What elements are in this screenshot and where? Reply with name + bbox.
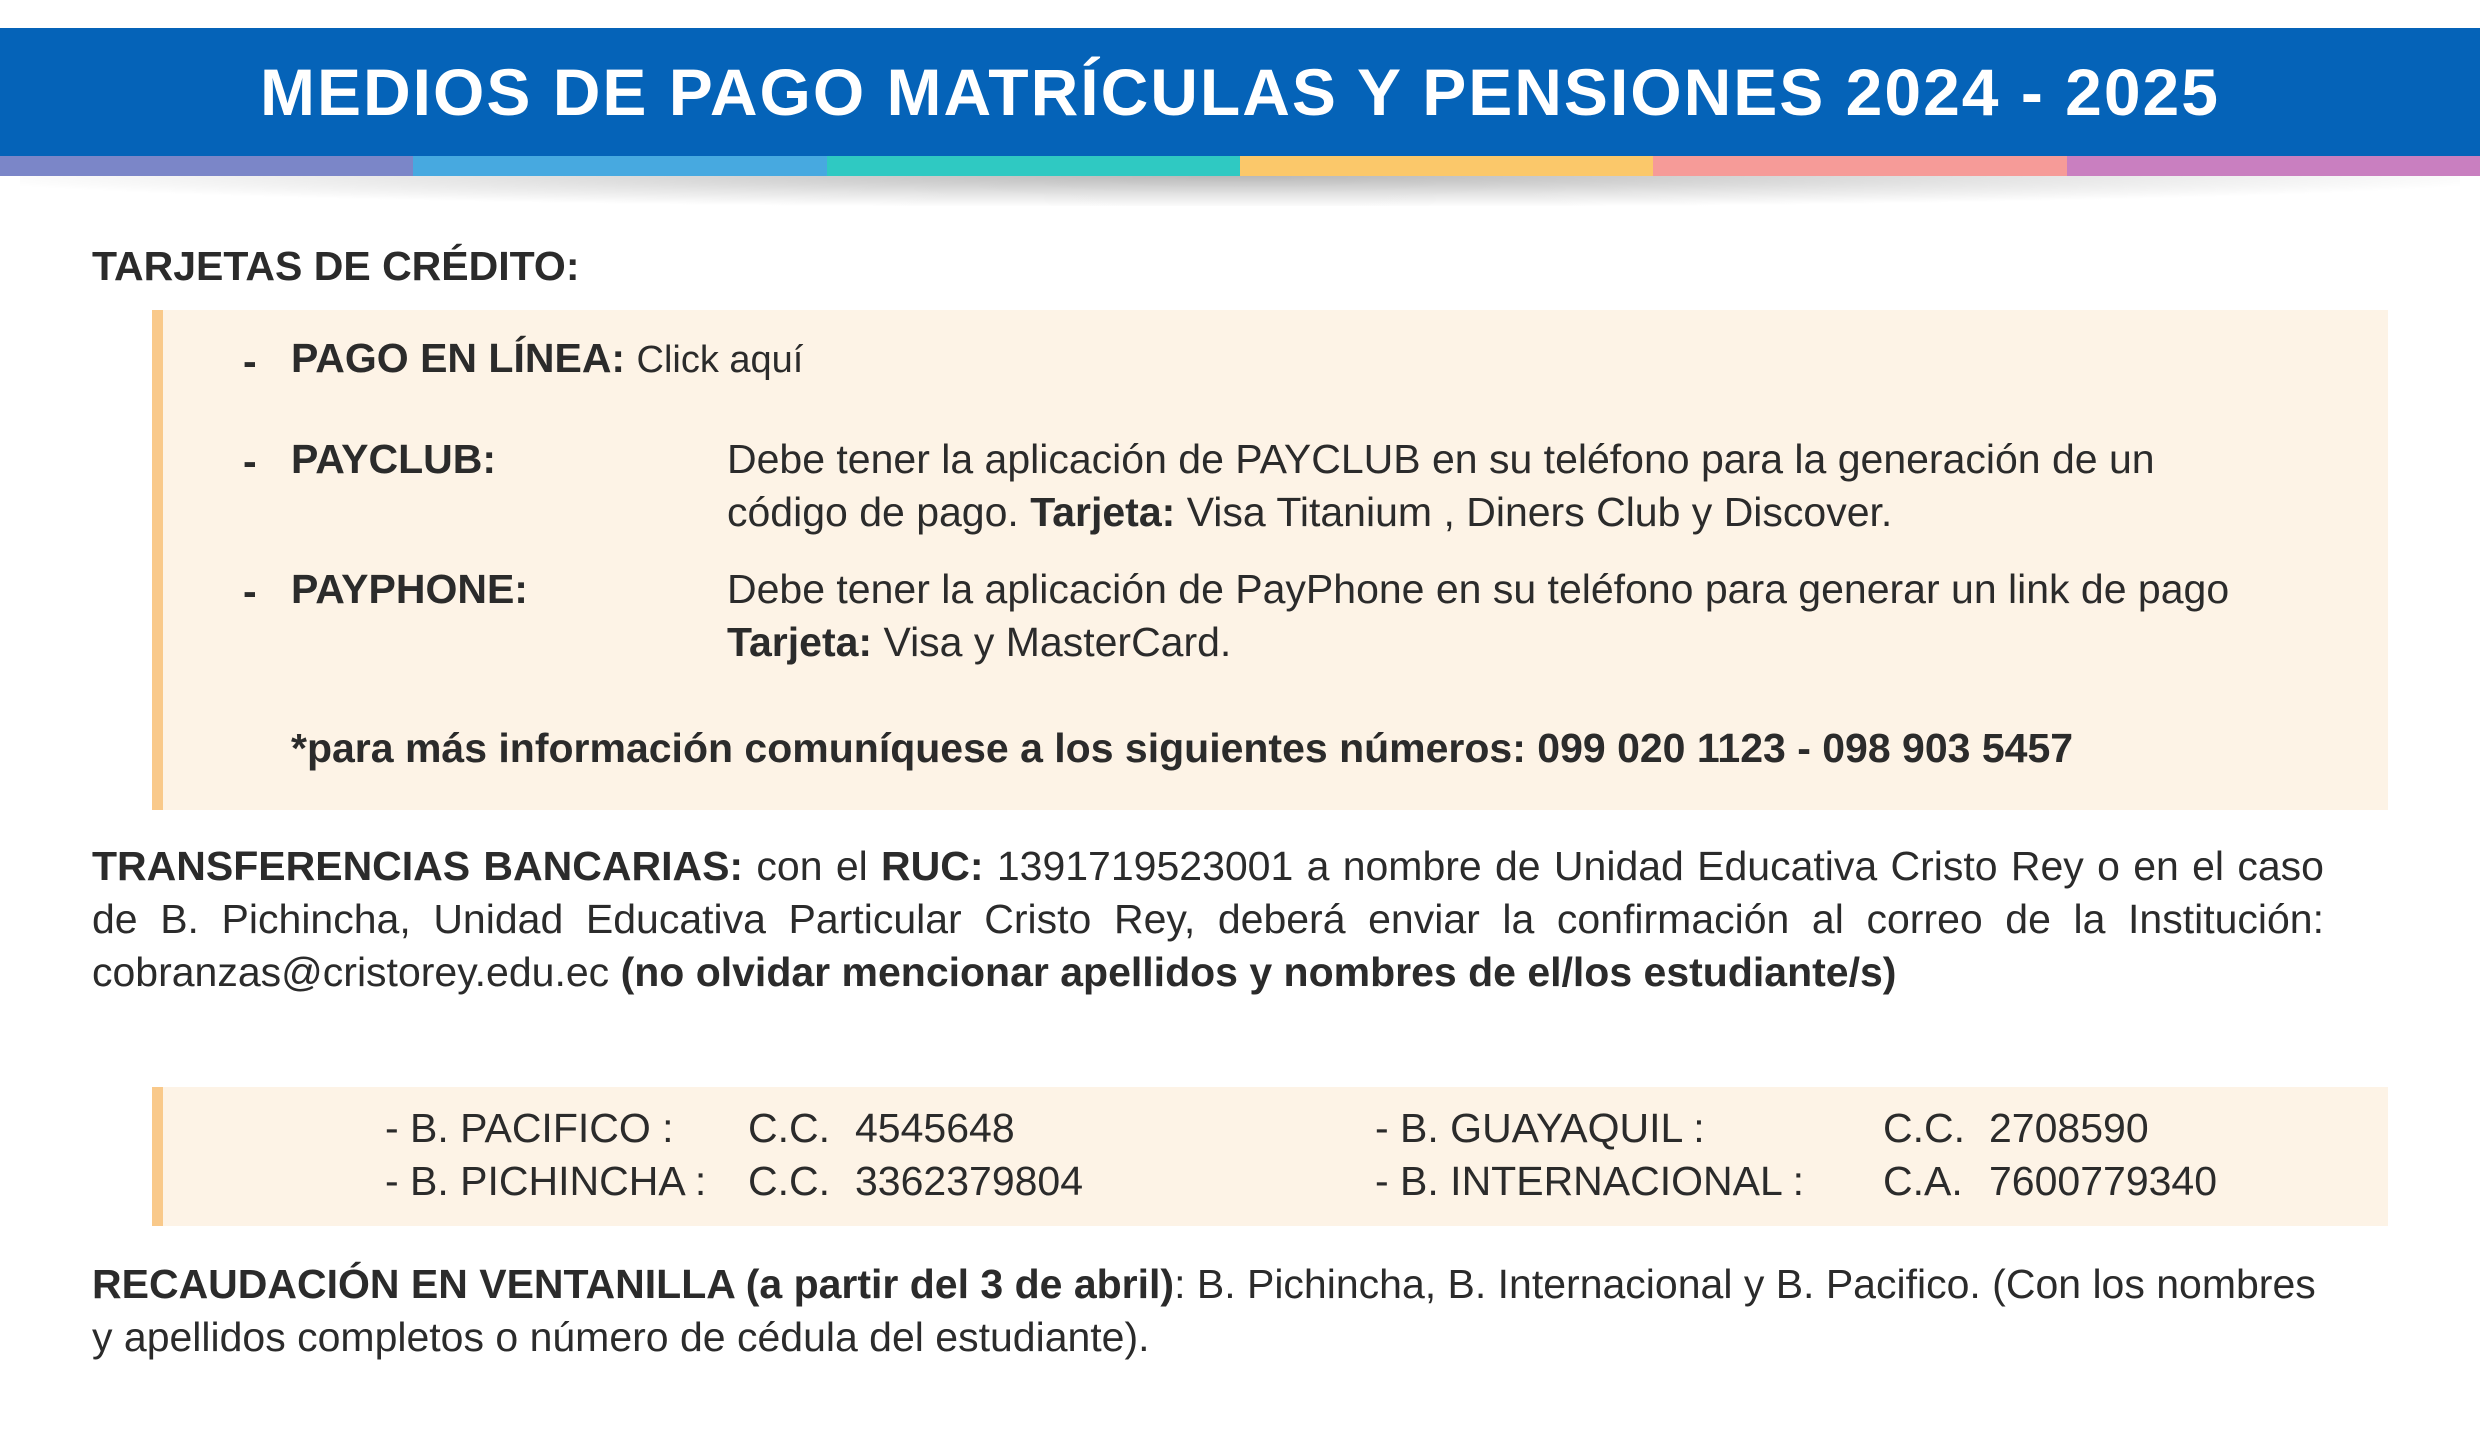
- color-stripe: [0, 156, 2480, 176]
- stripe-segment: [2067, 156, 2480, 176]
- transfers-text: 1391719523001 a nombre de Unidad Educativa Cristo Rey o en el caso de B. Pichincha, Unidad Educativa Particular Cristo Rey, deberá enviar la confirmación al correo de la Institución:: [92, 843, 2324, 942]
- credit-cards-panel: [152, 310, 2388, 810]
- account-type: C.C.: [748, 1158, 830, 1204]
- banner-shadow: [20, 176, 2460, 206]
- bullet-dash: -: [243, 568, 257, 614]
- online-payment-link[interactable]: Click aquí: [636, 339, 804, 381]
- payclub-label: PAYCLUB:: [291, 436, 497, 482]
- payclub-line-1: Debe tener la aplicación de PAYCLUB en su teléfono para la generación de un: [727, 436, 2155, 482]
- ruc-label: RUC:: [881, 843, 984, 889]
- account-type: C.C.: [748, 1105, 830, 1151]
- stripe-segment: [1240, 156, 1653, 176]
- bank-name: - B. PACIFICO :: [385, 1105, 674, 1151]
- account-number: 4545648: [855, 1105, 1015, 1151]
- online-payment-label: PAGO EN LÍNEA:: [291, 335, 626, 381]
- stripe-segment: [1653, 156, 2066, 176]
- account-type: C.A.: [1883, 1158, 1963, 1204]
- online-payment-row: [291, 332, 803, 387]
- window-text: : B. Pichincha, B. Internacional y B. Pacifico. (Con los nombres y apellidos completos o número de cédula del estudiante).: [92, 1261, 2316, 1360]
- info-note: *para más información comuníquese a los siguientes números: 099 020 1123 - 098 903 5457: [291, 725, 2074, 771]
- payphone-label: PAYPHONE:: [291, 566, 528, 612]
- payphone-line-2: [727, 616, 2229, 669]
- page-title: MEDIOS DE PAGO MATRÍCULAS Y PENSIONES 2024 - 2025: [260, 55, 2220, 129]
- payphone-line-1: Debe tener la aplicación de PayPhone en su teléfono para generar un link de pago: [727, 566, 2230, 612]
- transfers-heading: TRANSFERENCIAS BANCARIAS:: [92, 843, 744, 889]
- payphone-description: [727, 563, 2229, 669]
- account-type: C.C.: [1883, 1105, 1965, 1151]
- email-link[interactable]: cobranzas@cristorey.edu.ec: [92, 949, 610, 995]
- account-number: 7600779340: [1989, 1158, 2218, 1204]
- payphone-cards: Visa y MasterCard.: [883, 619, 1232, 665]
- window-heading: RECAUDACIÓN EN VENTANILLA (a partir del 3 de abril): [92, 1261, 1175, 1307]
- header-banner: [0, 28, 2480, 156]
- bullet-dash: -: [243, 338, 257, 384]
- bullet-dash: -: [243, 438, 257, 484]
- payphone-card-label: Tarjeta:: [727, 619, 873, 665]
- account-number: 3362379804: [855, 1158, 1084, 1204]
- bank-name: - B. GUAYAQUIL :: [1375, 1105, 1705, 1151]
- payclub-card-label: Tarjeta:: [1030, 489, 1176, 535]
- payclub-line-2: código de pago. Tarjeta: Visa Titanium , Diners Club y Discover.: [727, 489, 1893, 535]
- bank-name: - B. PICHINCHA :: [385, 1158, 707, 1204]
- transfers-paragraph: TRANSFERENCIAS BANCARIAS: con el RUC: 1391719523001 a nombre de Unidad Educativa Cristo Rey o en el caso de B. Pichincha, Unidad Educativa Particular Cristo Rey, deberá enviar la confirmación al correo de la Institución: cobranzas@cristorey.edu.ec (no olvidar mencionar apellidos y nombres de el/los estudiante/s): [92, 843, 2324, 995]
- payclub-description: [727, 433, 2155, 539]
- stripe-segment: [413, 156, 826, 176]
- credit-cards-heading: TARJETAS DE CRÉDITO:: [92, 243, 580, 289]
- bank-name: - B. INTERNACIONAL :: [1375, 1158, 1805, 1204]
- stripe-segment: [827, 156, 1240, 176]
- account-number: 2708590: [1989, 1105, 2149, 1151]
- transfers-reminder: (no olvidar mencionar apellidos y nombres de el/los estudiante/s): [620, 949, 1897, 995]
- bank-accounts-panel: [152, 1087, 2388, 1226]
- window-paragraph: [92, 1258, 2324, 1364]
- payclub-cards: Visa Titanium , Diners Club y Discover.: [1186, 489, 1893, 535]
- stripe-segment: [0, 156, 413, 176]
